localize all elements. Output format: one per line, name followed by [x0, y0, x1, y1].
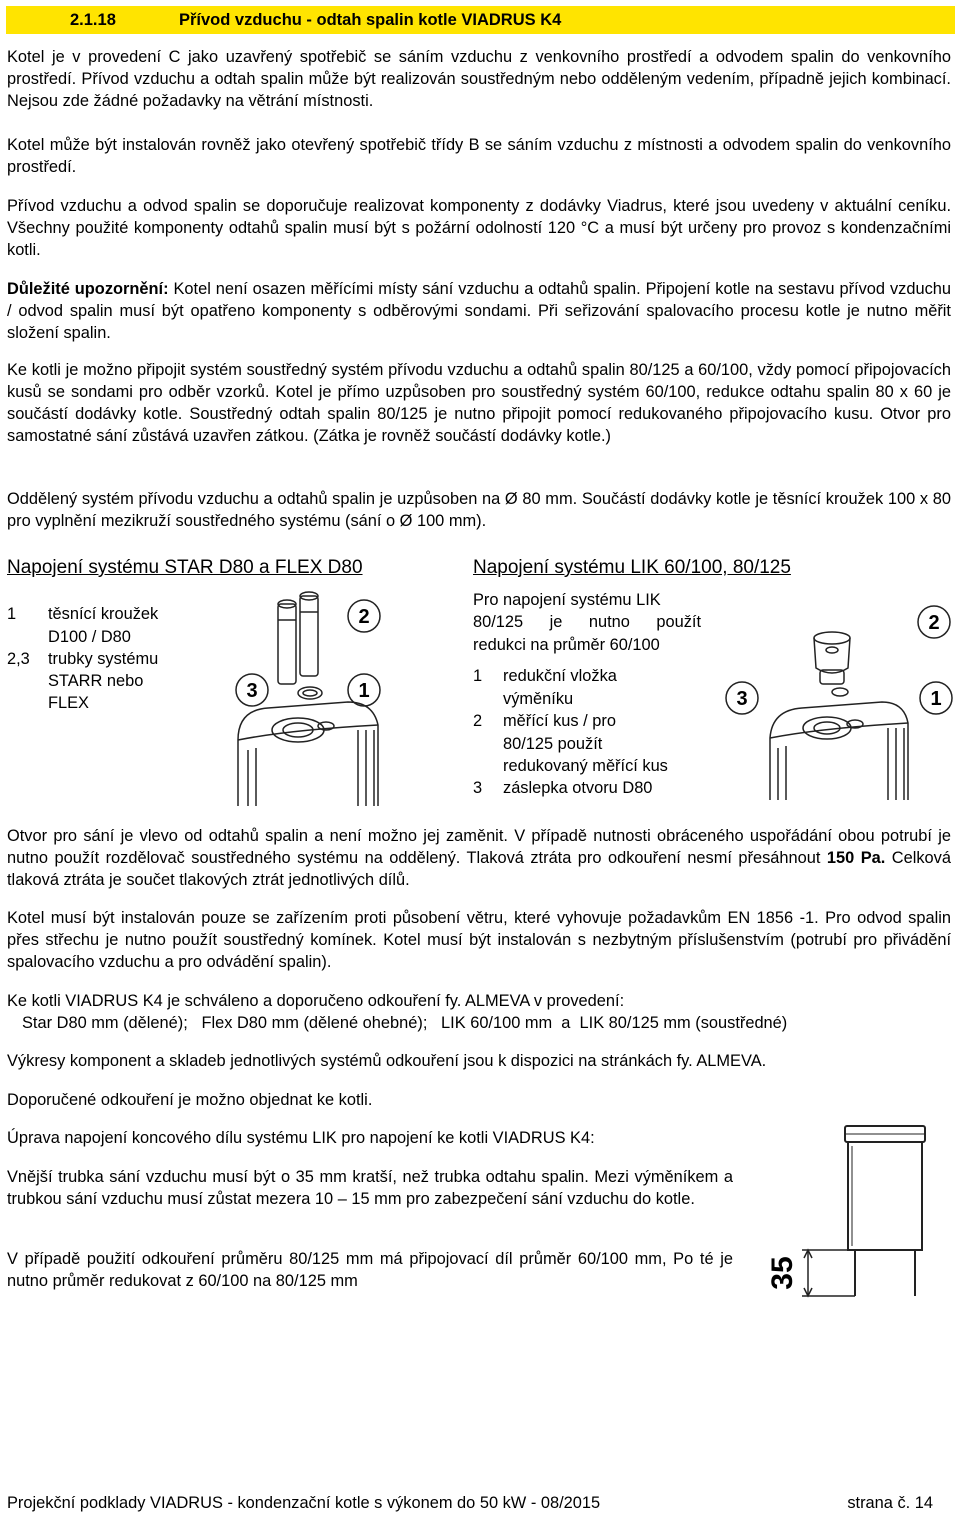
dimension-35: 35 [765, 1256, 799, 1290]
lik-boiler-diagram [712, 588, 957, 800]
right-intro-line3: redukci na průměr 60/100 [473, 636, 660, 654]
paragraph-approved: Ke kotli VIADRUS K4 je schváleno a doporučeno odkouření fy. ALMEVA v provedení: [7, 992, 625, 1010]
right-callout-3: 3 [736, 688, 748, 710]
paragraph-components: Přívod vzduchu a odvod spalin se doporučuje realizovat komponenty z dodávky Viadrus, které jsou uvedeny v aktuální ceníku. Všechny použité komponenty odtahů spalin musí být s požární odolností 120 °C a musí být určeny pro provoz s kondenzačními kotli. [7, 197, 951, 259]
right-callout-1: 1 [930, 688, 942, 710]
footer-title: Projekční podklady VIADRUS - kondenzační kotle s výkonem do 50 kW - 08/2015 [7, 1494, 601, 1512]
left-item-num-2: 2,3 [7, 650, 30, 668]
left-item-1-line1: těsnící kroužek [48, 605, 159, 623]
page-number: strana č. 14 [847, 1494, 933, 1512]
inlet-text-a: Otvor pro sání je vlevo od odtahů spalin a není možno jej zaměnit. V případě nutnosti obráceného uspořádání obou potrubí je nutno použít rozdělovač soustředného systému na oddělený. Tlaková ztráta pro odkouření nesmí přesáhnout [7, 827, 951, 867]
left-callout-3: 3 [246, 680, 258, 702]
left-item-2-line2: STARR nebo [48, 672, 144, 690]
star-flex-boiler-diagram [228, 590, 398, 806]
paragraph-inlet-position [7, 825, 951, 891]
paragraph-lik-adjust: Úprava napojení koncového dílu systému LIK pro napojení ke kotli VIADRUS K4: [7, 1129, 595, 1147]
page-footer [7, 1492, 933, 1514]
paragraph-warning [7, 278, 951, 344]
right-section-title: Napojení systému LIK 60/100, 80/125 [473, 557, 791, 578]
right-intro-line2: 80/125 je nutno použít [473, 613, 701, 631]
pressure-loss-value: 150 Pa. [826, 849, 886, 867]
paragraph-type-b: Kotel může být instalován rovněž jako otevřený spotřebič třídy B se sáním vzduchu z místnosti a odvodem spalin do venkovního prostředí. [7, 136, 951, 176]
right-item-num-3: 3 [473, 779, 483, 797]
right-item-num-2: 2 [473, 712, 483, 730]
paragraph-separated: Oddělený systém přívodu vzduchu a odtahů spalin je uzpůsoben na Ø 80 mm. Součástí dodávky kotle je těsnící kroužek 100 x 80 pro vyplnění mezikruží soustředného systému (sání o Ø 100 mm). [7, 490, 951, 530]
warning-text: Kotel není osazen měřícími místy sání vzduchu a odtahů spalin. Připojení kotle na sestavu přívod vzduchu / odvod spalin musí být opatřeno komponenty s odběrovými sondami. Při seřizování spalovacího procesu kotle je nutno měřit složení spalin. [7, 280, 951, 342]
right-item-num-1: 1 [473, 667, 483, 685]
right-intro-line1: Pro napojení systému LIK [473, 591, 661, 609]
right-callout-2: 2 [928, 612, 940, 634]
left-item-num-1: 1 [7, 605, 17, 623]
left-callout-1: 1 [358, 680, 370, 702]
paragraph-concentric: Ke kotli je možno připojit systém soustředný systém přívodu vzduchu a odtahů spalin 80/125 a 60/100, vždy pomocí připojovacích kusů se sondami pro odběr vzorků. Kotel je přímo uzpůsoben pro soustředný systém 60/100, redukce odtahu spalin 80 x 60 je součástí dodávky kotle. Soustředný odtah spalin 80/125 je nutno připojit pomocí redukovaného připojovacího kusu. Otvor pro samostatné sání zůstává uzavřen zátkou. (Zátka je rovněž součástí dodávky kotle.) [7, 361, 951, 445]
section-header [6, 6, 955, 34]
right-item-2-line3: redukovaný měřící kus [503, 757, 668, 775]
paragraph-intro: Kotel je v provedení C jako uzavřený spotřebič se sáním vzduchu z venkovního prostředí a odvodem spalin do venkovního prostředí. Přívod vzduchu a odtah spalin může být realizován soustředným nebo odděleným vedením, případně jejich kombinací. Nejsou zde žádné požadavky na větrání místnosti. [7, 48, 951, 110]
paragraph-reduce-diameter: V případě použití odkouření průměru 80/125 mm má připojovací díl průměr 60/100 mm, Po té je nutno průměr redukovat z 60/100 na 80/125 mm [7, 1250, 733, 1290]
section-title: Přívod vzduchu - odtah spalin kotle VIADRUS K4 [179, 11, 562, 29]
left-item-1-line2: D100 / D80 [48, 628, 131, 646]
warning-label: Důležité upozornění: [7, 280, 169, 298]
section-number: 2.1.18 [70, 11, 116, 29]
right-item-3-line1: záslepka otvoru D80 [503, 779, 653, 797]
left-item-2-line1: trubky systému [48, 650, 159, 668]
inlet-text-b: Celková tlaková ztráta je součet tlakových ztrát jednotlivých dílů. [7, 849, 951, 889]
paragraph-pipe-shorter: Vnější trubka sání vzduchu musí být o 35 mm kratší, než trubka odtahu spalin. Mezi výměníkem a trubkou sání vzduchu musí zůstat mezera 10 – 15 mm pro zabezpečení sání vzduchu do kotle. [7, 1168, 733, 1208]
lik-pipe-dimension-diagram [760, 1120, 950, 1300]
paragraph-wind-protection: Kotel musí být instalován pouze se zařízením proti působení větru, které vyhovuje požadavkům EN 1856 -1. Pro odvod spalin přes střechu je nutno použít soustředný komínek. Kotel musí být instalován s nezbytným příslušenstvím (potrubí pro přivádění spalovacího vzduchu a pro odvádění spalin). [7, 909, 951, 971]
left-section-title: Napojení systému STAR D80 a FLEX D80 [7, 557, 363, 578]
right-item-2-line2: 80/125 použít [503, 735, 603, 753]
right-item-1-line2: výměníku [503, 690, 574, 708]
left-callout-2: 2 [358, 606, 370, 628]
left-item-2-line3: FLEX [48, 694, 89, 712]
paragraph-drawings: Výkresy komponent a skladeb jednotlivých systémů odkouření jsou k dispozici na stránkách fy. ALMEVA. [7, 1052, 767, 1070]
right-item-1-line1: redukční vložka [503, 667, 617, 685]
paragraph-order: Doporučené odkouření je možno objednat ke kotli. [7, 1091, 373, 1109]
paragraph-variants: Star D80 mm (dělené); Flex D80 mm (dělené ohebné); LIK 60/100 mm a LIK 80/125 mm (soustředné) [22, 1014, 788, 1032]
right-item-2-line1: měřící kus / pro [503, 712, 616, 730]
